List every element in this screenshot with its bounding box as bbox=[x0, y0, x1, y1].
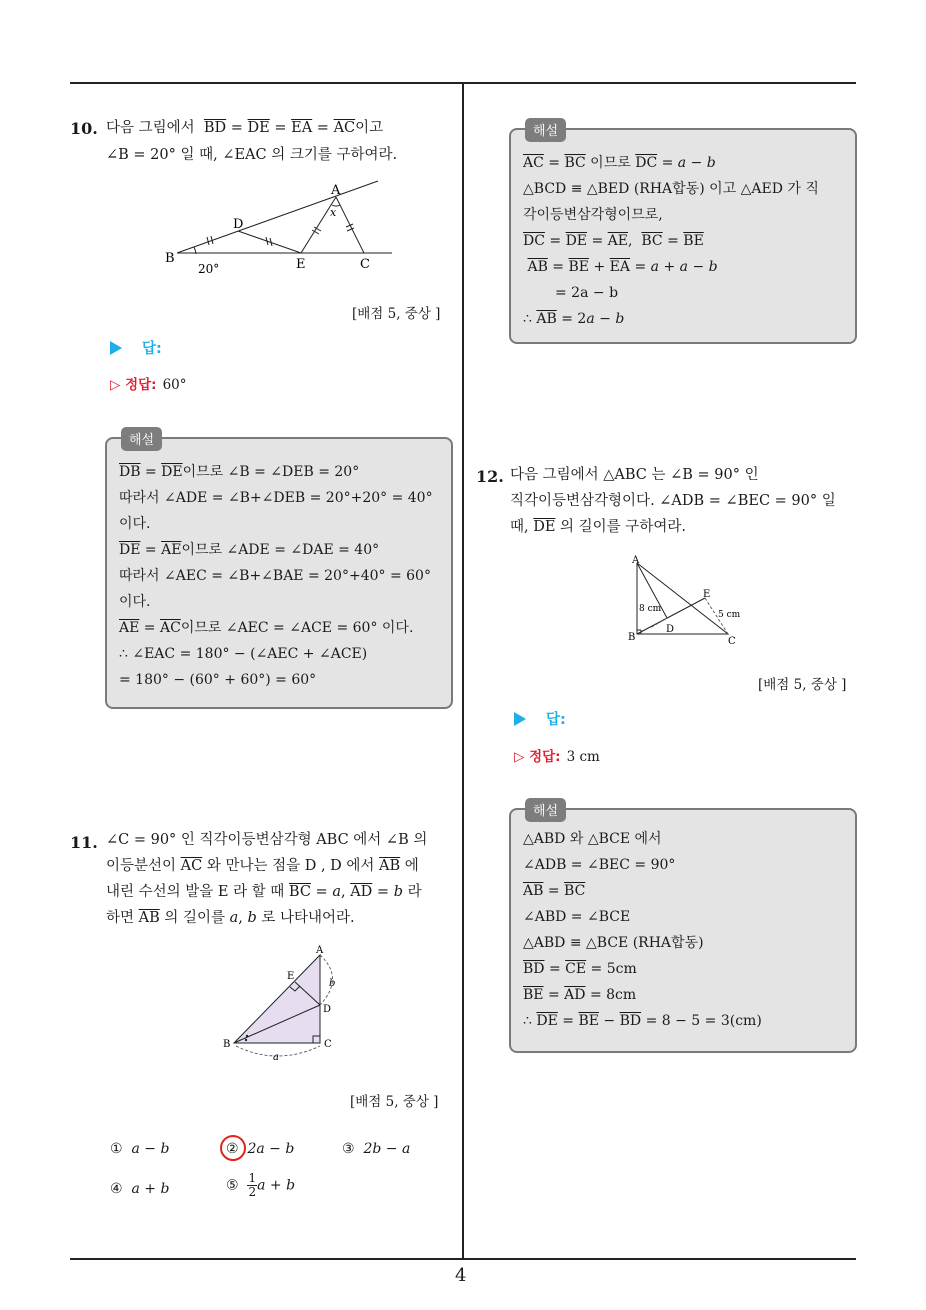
q10-label-angle: 20° bbox=[198, 262, 220, 276]
q12-label-B: B bbox=[628, 632, 636, 643]
q12-explain-line-8: ∴ $\overline{DE} = \overline{BE} - \overline{BD} = 8 - 5 = 3(cm)$ bbox=[523, 1013, 762, 1029]
q12-explain-line-6: $\overline{BD} = \overline{CE} = 5cm$ bbox=[523, 961, 637, 977]
q10-label-C: C bbox=[360, 257, 370, 272]
q10-line2: ∠B = 20° 일 때, ∠EAC 의 크기를 구하여라. bbox=[106, 147, 398, 163]
q10-answer-label: 답: bbox=[142, 341, 162, 357]
choice-5-num: ⑤ bbox=[226, 1177, 239, 1194]
q11-explain-line-1: $\overline{AC} = \overline{BC}$ 이므로 $\overline{DC} = a - b$ bbox=[523, 155, 716, 171]
q12-explain-line-2: ∠ADB = ∠BEC = 90° bbox=[523, 857, 676, 873]
q12-answer-row[interactable] bbox=[514, 708, 566, 729]
q11-label-b: b bbox=[329, 978, 336, 989]
q11-explain-line-4: $\overline{DC} = \overline{DE} = \overline{AE}$, $\overline{BC} = \overline{BE}$ bbox=[523, 233, 704, 249]
q10-label-E: E bbox=[296, 257, 306, 272]
choice-2-text: 2a − b bbox=[247, 1141, 295, 1157]
choice-5-text: a + b bbox=[257, 1177, 296, 1194]
q12-explanation-box bbox=[509, 804, 857, 1053]
q12-score: [배점 5, 중상 ] bbox=[758, 677, 847, 693]
q10-answer-row[interactable] bbox=[110, 337, 162, 358]
q12-explain-line-3: $\overline{AB} = \overline{BC}$ bbox=[523, 883, 586, 899]
q10-explanation-box bbox=[105, 433, 453, 709]
q10-correct-row bbox=[110, 373, 187, 393]
q12-line3: 때, $\overline{DE}$ 의 길이를 구하여라. bbox=[510, 519, 686, 535]
q10-explain-line-8: ∴ ∠EAC = 180° − (∠AEC + ∠ACE) bbox=[119, 646, 368, 662]
q12-line2: 직각이등변삼각형이다. ∠ADB = ∠BEC = 90° 일 bbox=[510, 493, 836, 509]
q10-explain-line-6: 이다. bbox=[119, 594, 151, 610]
q12-answer-label: 답: bbox=[546, 712, 566, 728]
q11-label-B: B bbox=[223, 1039, 231, 1050]
q11-number: 11. bbox=[70, 833, 98, 852]
choice-4-num: ④ bbox=[110, 1181, 123, 1197]
q10-label-A: A bbox=[331, 183, 341, 198]
answer-arrow-icon bbox=[514, 712, 526, 726]
q12-explain-tag: 해설 bbox=[525, 798, 566, 822]
q10-label-D: D bbox=[233, 217, 244, 232]
choice-5[interactable] bbox=[226, 1172, 295, 1199]
choice-1-num: ① bbox=[110, 1141, 123, 1157]
q10-number: 10. bbox=[70, 119, 98, 138]
choice-3-text: 2b − a bbox=[363, 1141, 411, 1157]
page-number: 4 bbox=[455, 1265, 467, 1286]
q10-explain-line-7: $\overline{AE} = \overline{AC}$이므로 ∠AEC = ∠ACE = 60° 이다. bbox=[119, 620, 414, 636]
q11-score: [배점 5, 중상 ] bbox=[350, 1094, 439, 1110]
q11-explanation-box bbox=[509, 124, 857, 344]
choice-1[interactable] bbox=[110, 1141, 169, 1157]
choice-3[interactable] bbox=[342, 1141, 410, 1157]
q12-label-C: C bbox=[728, 636, 736, 647]
column-divider bbox=[462, 82, 464, 1260]
q12-figure bbox=[625, 552, 750, 647]
q11-line1: ∠C = 90° 인 직각이등변삼각형 ABC 에서 ∠B 의 bbox=[106, 832, 428, 848]
q10-explain-line-9: = 180° − (60° + 60°) = 60° bbox=[119, 672, 317, 688]
answer-arrow-icon bbox=[110, 341, 122, 355]
q12-explain-line-4: ∠ABD = ∠BCE bbox=[523, 909, 631, 925]
q12-label-5cm: 5 cm bbox=[718, 610, 741, 620]
q12-correct-row bbox=[514, 745, 600, 765]
q12-label-8cm: 8 cm bbox=[639, 604, 662, 614]
q12-number: 12. bbox=[476, 467, 504, 486]
q12-label-A: A bbox=[632, 555, 640, 566]
q11-line4: 하면 $\overline{AB}$ 의 길이를 a, b 로 나타내어라. bbox=[106, 910, 355, 926]
q11-figure bbox=[218, 940, 348, 1065]
q11-label-E: E bbox=[287, 971, 295, 982]
choice-4-text: a + b bbox=[131, 1181, 170, 1197]
choice-1-text: a − b bbox=[131, 1141, 170, 1157]
q10-explain-line-2: 따라서 ∠ADE = ∠B+∠DEB = 20°+20° = 40° bbox=[119, 490, 433, 506]
choice-2[interactable] bbox=[226, 1141, 294, 1157]
q12-explain-line-7: $\overline{BE} = \overline{AD} = 8cm$ bbox=[523, 987, 637, 1003]
q10-explain-line-5: 따라서 ∠AEC = ∠B+∠BAE = 20°+40° = 60° bbox=[119, 568, 431, 584]
choice-5-fraction: $\frac{1}{2}$ bbox=[248, 1171, 257, 1199]
q11-explain-line-3: 각이등변삼각형이므로, bbox=[523, 207, 663, 223]
q10-label-x: x bbox=[330, 206, 337, 219]
choice-3-num: ③ bbox=[342, 1141, 355, 1157]
q11-explain-tag: 해설 bbox=[525, 118, 566, 142]
q11-explain-line-5: $\overline{AB} = \overline{BE} + \overline{EA} = a + a - b$ bbox=[527, 259, 718, 275]
q12-label-D: D bbox=[666, 624, 675, 635]
bottom-rule bbox=[70, 1258, 856, 1260]
q10-explain-line-4: $\overline{DE} = \overline{AE}$이므로 ∠ADE = ∠DAE = 40° bbox=[119, 542, 380, 558]
q10-correct-value: 60° bbox=[162, 377, 187, 393]
q10-correct-label: ▷ 정답: bbox=[110, 377, 157, 393]
q11-label-a: a bbox=[273, 1052, 279, 1063]
q10-label-B: B bbox=[165, 251, 175, 266]
q11-label-C: C bbox=[324, 1039, 332, 1050]
q11-explain-line-2: △BCD ≡ △BED (RHA합동) 이고 △AED 가 직 bbox=[523, 181, 819, 197]
choice-2-num: ② bbox=[226, 1141, 239, 1157]
choice-4[interactable] bbox=[110, 1181, 169, 1197]
q12-label-E: E bbox=[703, 589, 711, 600]
q12-line1: 다음 그림에서 △ABC 는 ∠B = 90° 인 bbox=[510, 467, 759, 483]
q12-explain-line-5: △ABD ≡ △BCE (RHA합동) bbox=[523, 935, 704, 951]
q10-figure bbox=[160, 178, 400, 278]
q10-explain-line-1: $\overline{DB} = \overline{DE}$이므로 ∠B = ∠DEB = 20° bbox=[119, 464, 360, 480]
q10-line1: 다음 그림에서 $\overline{BD} = \overline{DE} = \overline{EA} = \overline{AC}$이고 bbox=[106, 120, 384, 136]
q11-line2: 이등분선이 $\overline{AC}$ 와 만나는 점을 D , D 에서 $\overline{AB}$ 에 bbox=[106, 858, 419, 874]
q11-label-D: D bbox=[323, 1004, 332, 1015]
q11-label-A: A bbox=[316, 945, 324, 956]
selected-circle-icon bbox=[220, 1135, 246, 1161]
q11-explain-line-6: = 2a − b bbox=[555, 285, 619, 301]
q12-correct-value: 3 cm bbox=[566, 749, 600, 765]
q10-explain-line-3: 이다. bbox=[119, 516, 151, 532]
q12-explain-line-1: △ABD 와 △BCE 에서 bbox=[523, 831, 662, 847]
q12-correct-label: ▷ 정답: bbox=[514, 749, 561, 765]
q10-explain-tag: 해설 bbox=[121, 427, 162, 451]
q11-line3: 내린 수선의 발을 E 라 할 때 $\overline{BC} = a$, $\overline{AD} = b$ 라 bbox=[106, 884, 422, 900]
q11-explain-line-7: ∴ $\overline{AB} = 2a - b$ bbox=[523, 311, 625, 327]
q10-score: [배점 5, 중상 ] bbox=[352, 306, 441, 322]
